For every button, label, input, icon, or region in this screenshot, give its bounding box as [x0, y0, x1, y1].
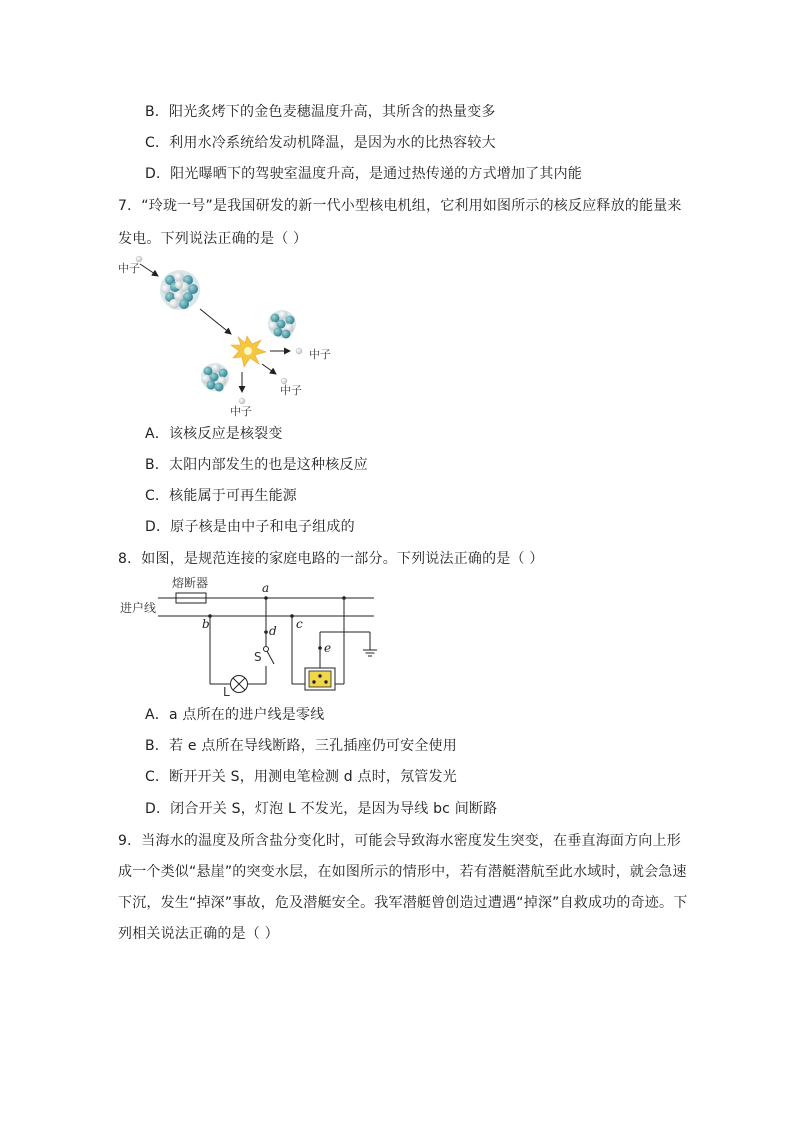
q8-option-d: D．闭合开关 S，灯泡 L 不发光，是因为导线 bc 间断路	[145, 801, 498, 817]
switch-contact	[264, 647, 269, 652]
label-s: S	[254, 650, 262, 664]
neutron-right-label: 中子	[309, 348, 331, 361]
large-nucleus	[160, 270, 200, 310]
ground-symbol	[363, 632, 377, 656]
q9-stem-line3: 下沉，发生“掉深”事故，危及潜艇安全。我军潜艇曾创造过遭遇“掉深”自救成功的奇迹。下	[118, 895, 688, 911]
q7-option-b: B．太阳内部发生的也是这种核反应	[145, 457, 368, 473]
q9-stem-line2: 成一个类似“悬崖”的突变水层，在如图所示的情形中，若有潜艇潜航至此水域时，就会急速	[118, 864, 687, 880]
q8-option-c: C．断开开关 S，用测电笔检测 d 点时，氖管发光	[145, 769, 457, 785]
nuclear-fission-figure	[112, 254, 342, 420]
q6-option-d: D．阳光曝晒下的驾驶室温度升高，是通过热传递的方式增加了其内能	[145, 166, 582, 182]
fragment-lower	[201, 363, 229, 392]
point-live-junction	[342, 596, 346, 600]
neutron-down-label: 中子	[230, 405, 252, 418]
fuse-label: 熔断器	[172, 576, 209, 590]
neutron-in-label: 中子	[118, 262, 140, 275]
label-b: b	[202, 617, 210, 631]
incoming-line-label: 进户线	[120, 601, 157, 615]
q7-option-d: D．原子核是由中子和电子组成的	[145, 519, 355, 535]
q7-option-a: A．该核反应是核裂变	[145, 426, 283, 442]
q7-stem-line2: 发电。下列说法正确的是（ ）	[118, 231, 308, 247]
nucleus-arrow	[200, 309, 231, 334]
label-d: d	[269, 624, 277, 638]
q7-option-c: C．核能属于可再生能源	[145, 488, 297, 504]
q6-option-b: B．阳光炙烤下的金色麦穗温度升高，其所含的热量变多	[145, 104, 496, 120]
neutron-in-arrow	[140, 264, 158, 276]
q6-option-c: C．利用水冷系统给发动机降温，是因为水的比热容较大	[145, 135, 496, 151]
lamp-l	[231, 676, 248, 693]
household-circuit-figure	[112, 572, 392, 702]
label-c: c	[296, 617, 303, 631]
neutron-right	[296, 348, 302, 354]
label-a: a	[262, 581, 270, 595]
q9-stem-line1: 9．当海水的温度及所含盐分变化时，可能会导致海水密度发生突变，在垂直海面方向上形	[118, 833, 681, 849]
switch-s	[267, 651, 274, 664]
q8-option-b: B．若 e 点所在导线断路，三孔插座仍可安全使用	[145, 738, 457, 754]
point-e	[318, 646, 322, 650]
q8-stem: 8．如图，是规范连接的家庭电路的一部分。下列说法正确的是（ ）	[118, 551, 544, 567]
neutron-diag-arrow	[262, 364, 276, 374]
fragment-upper	[268, 310, 296, 339]
neutron-down	[239, 398, 245, 404]
label-l: L	[223, 685, 230, 699]
energy-burst	[231, 336, 266, 367]
neutron-in	[136, 256, 142, 262]
q9-stem-line4: 列相关说法正确的是（ ）	[118, 926, 279, 942]
label-e: e	[324, 641, 332, 655]
three-hole-socket	[305, 668, 335, 690]
q7-stem-line1: 7．“玲珑一号”是我国研发的新一代小型核电机组，它利用如图所示的核反应释放的能量来	[118, 198, 682, 214]
q8-option-a: A．a 点所在的进户线是零线	[145, 707, 325, 723]
neutron-diag-label: 中子	[280, 384, 302, 397]
